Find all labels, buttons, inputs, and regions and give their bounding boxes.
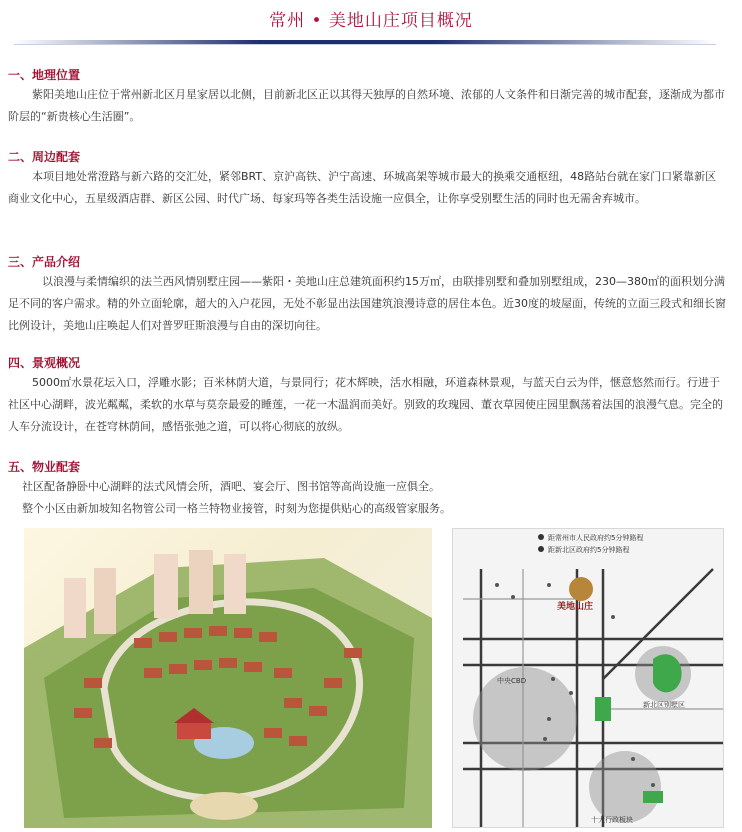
section-property xyxy=(8,458,726,520)
section-heading: 二、周边配套 xyxy=(8,150,81,164)
section-landscape xyxy=(8,354,726,438)
aerial-rendering-image xyxy=(24,528,432,828)
section-paragraph: 紫阳美地山庄位于常州新北区月星家居以北侧，目前新北区正以其得天独厚的自然环境、浓郁的人文条件和日渐完善的城市配套，逐渐成为都市阶层的“新贵核心生活圈”。 xyxy=(8,88,725,123)
section-paragraph: 以浪漫与柔情编织的法兰西风情别墅庄园——紫阳・美地山庄总建筑面积约15万㎡，由联排别墅和叠加别墅组成，230—380㎡的面积划分满足不同的客户需求。精的外立面轮廓，超大的入户花园，无处不彰显出法国建筑浪漫诗意的居住本色。近30度的坡屋面，传统的立面三段式和细长窗比例设计，美地山庄唤起人们对普罗旺斯浪漫与自由的深切向往。 xyxy=(8,275,726,332)
section-paragraph: 社区配备静卧中心湖畔的法式风情会所，酒吧、宴会厅、图书馆等高尚设施一应俱全。 xyxy=(22,480,440,493)
section-paragraph: 本项目地处常澄路与新六路的交汇处，紧邻BRT、京沪高铁、沪宁高速、环城高架等城市最大的换乘交通枢纽，48路站台就在家门口紧靠新区商业文化中心，五星级酒店群、新区公园、时代广场、每家玛等各类生活设施一应俱全，让你享受别墅生活的同时也无需舍弃城市。 xyxy=(8,170,717,205)
map-district-south-label: 十大行政板块 xyxy=(591,816,633,824)
location-map xyxy=(452,528,724,828)
project-logo-icon xyxy=(569,577,593,601)
title-divider-thin xyxy=(14,44,716,45)
aerial-illustration xyxy=(24,528,432,828)
section-paragraph: 整个小区由新加坡知名物管公司一格兰特物业接管，时刻为您提供贴心的高级管家服务。 xyxy=(22,502,451,515)
map-logo-text: 美地山庄 xyxy=(557,602,594,612)
section-heading: 五、物业配套 xyxy=(8,460,81,474)
section-location xyxy=(8,66,726,128)
page-title: 常州 • 美地山庄项目概况 xyxy=(269,11,473,31)
map-note-2: 距新北区政府约5分钟路程 xyxy=(548,546,630,554)
section-heading: 四、景观概况 xyxy=(8,356,81,370)
section-surroundings xyxy=(8,148,726,210)
section-product xyxy=(8,253,726,337)
map-district-east-label: 新北区别墅区 xyxy=(643,701,685,709)
section-heading: 一、地理位置 xyxy=(8,68,81,82)
map-note-1: 距常州市人民政府约5分钟路程 xyxy=(548,534,644,542)
location-map-svg xyxy=(453,529,724,828)
map-cbd-label: 中央CBD xyxy=(497,677,527,685)
section-heading: 三、产品介绍 xyxy=(8,255,81,269)
section-paragraph: 5000㎡水景花坛入口，浮雕水影；百米林荫大道，与景同行；花木辉映，活水相融，环道森林景观，与蓝天白云为伴，惬意悠然而行。行进于社区中心湖畔，波光粼粼，柔软的水草与莫奈最爱的睡莲，一花一木温润而美好。别致的玫瑰园、董衣草园使庄园里飘荡着法国的浪漫气息。完全的人车分流设计，在苍穹林荫间，感悟张弛之道，可以将心彻底的放纵。 xyxy=(8,376,723,433)
